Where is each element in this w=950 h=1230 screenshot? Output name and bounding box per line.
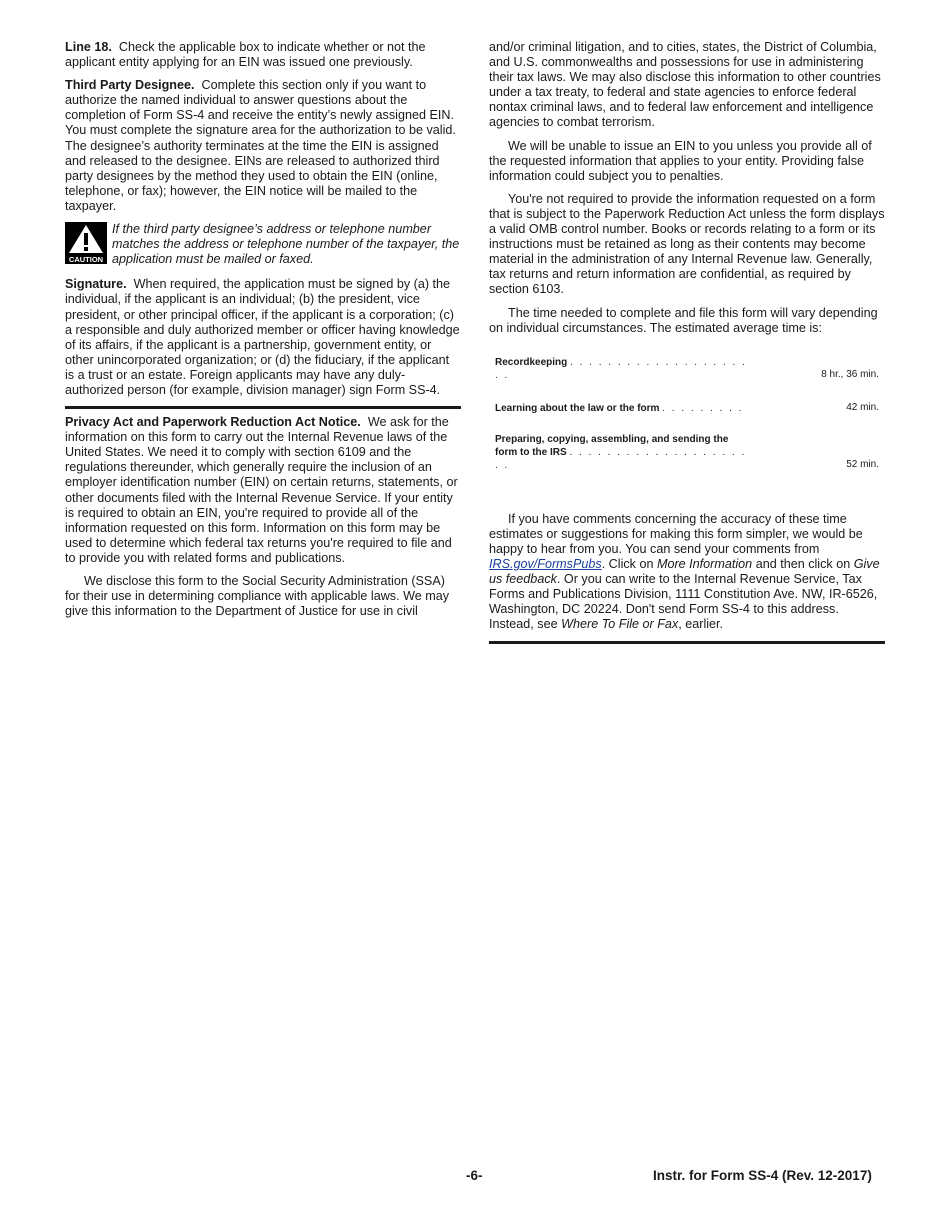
table-row	[489, 400, 885, 415]
continued-paragraph: and/or criminal litigation, and to cities, states, the District of Columbia, and U.S. commonwealths and possessions for use in administering their tax laws. We may also disclose this information to other countries under a tax treaty, to federal and state agencies to enforce federal nontax criminal laws, and to federal law enforcement and intelligence agencies to combat terrorism.	[489, 40, 881, 130]
right-column	[489, 40, 885, 650]
preparing-label-line2: form to the IRS	[495, 446, 567, 458]
preparing-label-line1: Preparing, copying, assembling, and sending the	[495, 433, 729, 445]
recordkeeping-value: 8 hr., 36 min.	[821, 368, 879, 380]
form-title: Instr. for Form SS-4 (Rev. 12-2017)	[653, 1168, 872, 1183]
not-required-paragraph: You're not required to provide the information requested on a form that is subject to the Paperwork Reduction Act unless the form displays a valid OMB control number. Books or records relating to a form or its instructions must be retained as long as their contents may become material in the administration of any Internal Revenue law. Generally, tax returns and return information are confidential, as required by section 6103.	[489, 191, 885, 297]
privacy-heading: Privacy Act and Paperwork Reduction Act Notice.	[65, 415, 361, 430]
line18-paragraph	[65, 40, 461, 70]
caution-text: If the third party designee’s address or telephone number matches the address or telephone number of the taxpayer, the application must be mailed or faxed.	[112, 222, 460, 267]
learning-label: Learning about the law or the form	[495, 402, 660, 414]
caution-label: CAUTION	[68, 255, 104, 265]
signature-heading: Signature.	[65, 277, 127, 292]
leader-dots: . . . . . . . . . . . . . . . . . . . . .	[495, 356, 747, 381]
disclose-paragraph: We disclose this form to the Social Security Administration (SSA) for their use in determining compliance with applicable laws. We may give this information to the Department of Justice for use in civil	[65, 574, 450, 619]
signature-paragraph	[65, 277, 461, 398]
table-row	[489, 356, 885, 382]
leader-dots: . . . . . . . . .	[662, 402, 744, 414]
left-column	[65, 40, 461, 627]
irs-formspubs-link[interactable]: IRS.gov/FormsPubs	[489, 557, 602, 572]
privacy-text: We ask for the information on this form to carry out the Internal Revenue laws of the United States. We need it to comply with section 6109 and the regulations thereunder, which generally require the inclusion of an employer identification number (EIN) on certain returns, statements, or other documents filed with the Internal Revenue Service. If your entity is required to obtain an EIN, you're required to provide all of the information requested on this form. Information on this form may be used to determine which federal tax returns you're required to file and to provide you with related forms and publications.	[65, 415, 458, 565]
third-party-heading: Third Party Designee.	[65, 78, 195, 93]
more-information-text: More Information	[656, 557, 753, 572]
table-row	[489, 433, 885, 472]
section-divider	[65, 406, 461, 409]
recordkeeping-label: Recordkeeping	[495, 356, 568, 368]
give-feedback-text: Give us feedback	[489, 557, 880, 587]
third-party-paragraph	[65, 78, 461, 214]
caution-box	[65, 222, 461, 267]
where-to-file-text: Where To File or Fax	[561, 617, 679, 632]
unable-paragraph: We will be unable to issue an EIN to you unless you provide all of the requested information that applies to your entity. Providing false information could subject you to penalties.	[489, 138, 872, 183]
preparing-value: 52 min.	[846, 458, 879, 470]
end-divider	[489, 641, 885, 644]
signature-text: When required, the application must be signed by (a) the individual, if the applicant is an individual; (b) the president, vice president, or other principal officer, if the applicant is a corporation; (c) a responsible and duly authorized member or officer having knowledge of its affairs, if the applicant is a partnership, government entity, or other unincorporated organization; or (d) the fiduciary, if the applicant is a trust or an estate. Foreign applicants may have any duly-authorized person (for example, division manager) sign Form SS-4.	[65, 277, 460, 397]
line18-heading: Line 18.	[65, 40, 112, 54]
line18-text: Check the applicable box to indicate whether or not the applicant entity applying for an EIN was issued one previously.	[65, 40, 426, 70]
caution-icon	[65, 222, 107, 264]
time-estimate-table	[489, 356, 885, 472]
leader-dots: . . . . . . . . . . . . . . . . . . . . .	[495, 446, 747, 471]
privacy-paragraph	[65, 415, 461, 566]
comments-paragraph: If you have comments concerning the accuracy of these time estimates or suggestions for making this form simpler, we would be happy to hear from you. You can send your comments from IRS.gov/FormsPubs. Click on More Information and then click on Give us feedback. Or you can write to the Internal Revenue Service, Tax Forms and Publications Division, 1111 Constitution Ave. NW, IR-6526, Washington, DC 20224. Don't send Form SS-4 to this address. Instead, see Where To File or Fax, earlier.	[489, 511, 880, 632]
learning-value: 42 min.	[846, 401, 879, 413]
third-party-text: Complete this section only if you want to authorize the named individual to answer questions about the completion of Form SS-4 and receive the entity’s newly assigned EIN. You must complete the signature area for the authorization to be valid. The designee’s authority terminates at the time the EIN is assigned and released to the designee. EINs are released to authorized third party designees by the method they used to obtain the EIN (online, telephone, or fax); however, the EIN notice will be mailed to the taxpayer.	[65, 78, 456, 213]
page-number: -6-	[466, 1168, 483, 1183]
time-paragraph: The time needed to complete and file this form will vary depending on individual circumstances. The estimated average time is:	[489, 305, 878, 335]
